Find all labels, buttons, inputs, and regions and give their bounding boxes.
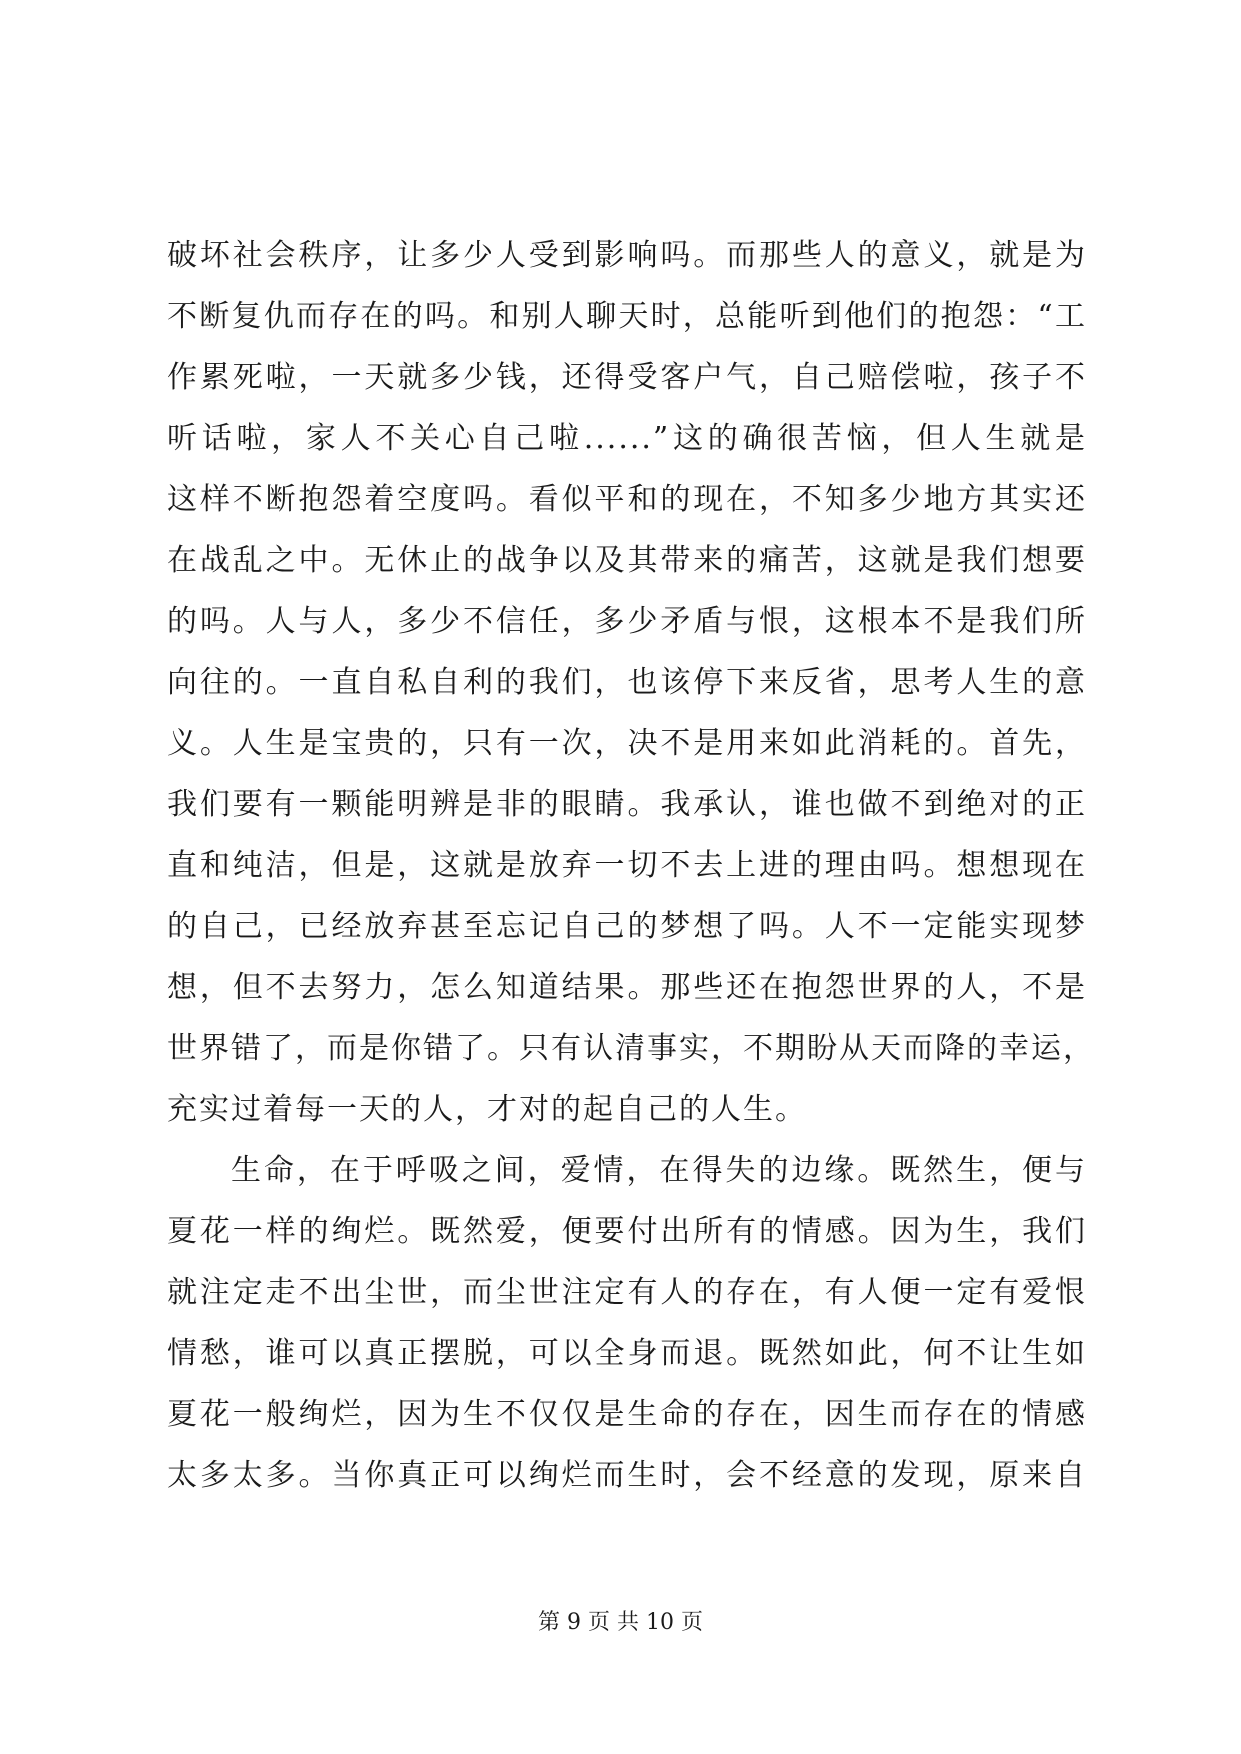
text-line: 太多太多。当你真正可以绚烂而生时，会不经意的发现，原来自 [167, 1458, 1087, 1493]
text-line: 听话啦，家人不关心自己啦......”这的确很苦恼，但人生就是 [167, 421, 1087, 456]
text-line: 的吗。人与人，多少不信任，多少矛盾与恨，这根本不是我们所 [167, 604, 1087, 639]
page-number-label: 第 9 页 共 10 页 [538, 1610, 703, 1635]
text-line: 想，但不去努力，怎么知道结果。那些还在抱怨世界的人，不是 [167, 970, 1087, 1005]
paragraph-2 [167, 1140, 1087, 1506]
text-line: 向往的。一直自私自利的我们，也该停下来反省，思考人生的意 [167, 665, 1087, 700]
text-line: 夏花一般绚烂，因为生不仅仅是生命的存在，因生而存在的情感 [167, 1397, 1087, 1432]
page-footer [0, 1608, 1241, 1638]
text-line: 作累死啦，一天就多少钱，还得受客户气，自己赔偿啦，孩子不 [167, 360, 1087, 395]
text-line: 世界错了，而是你错了。只有认清事实，不期盼从天而降的幸运， [167, 1031, 1095, 1066]
text-line: 义。人生是宝贵的，只有一次，决不是用来如此消耗的。首先， [167, 726, 1087, 761]
text-line: 破坏社会秩序，让多少人受到影响吗。而那些人的意义，就是为 [167, 238, 1087, 273]
text-line: 生命，在于呼吸之间，爱情，在得失的边缘。既然生，便与 [231, 1153, 1087, 1188]
text-line: 在战乱之中。无休止的战争以及其带来的痛苦，这就是我们想要 [167, 543, 1087, 578]
text-line: 这样不断抱怨着空度吗。看似平和的现在，不知多少地方其实还 [167, 482, 1087, 517]
text-line: 的自己，已经放弃甚至忘记自己的梦想了吗。人不一定能实现梦 [167, 909, 1087, 944]
text-line: 夏花一样的绚烂。既然爱，便要付出所有的情感。因为生，我们 [167, 1214, 1087, 1249]
text-line: 我们要有一颗能明辨是非的眼睛。我承认，谁也做不到绝对的正 [167, 787, 1087, 822]
text-line: 就注定走不出尘世，而尘世注定有人的存在，有人便一定有爱恨 [167, 1275, 1087, 1310]
text-line: 直和纯洁，但是，这就是放弃一切不去上进的理由吗。想想现在 [167, 848, 1087, 883]
paragraph-1 [167, 225, 1095, 1140]
text-line: 不断复仇而存在的吗。和别人聊天时，总能听到他们的抱怨：“工 [167, 299, 1087, 334]
text-line: 情愁，谁可以真正摆脱，可以全身而退。既然如此，何不让生如 [167, 1336, 1087, 1371]
text-line: 充实过着每一天的人，才对的起自己的人生。 [167, 1092, 807, 1127]
document-body [167, 225, 1095, 1506]
